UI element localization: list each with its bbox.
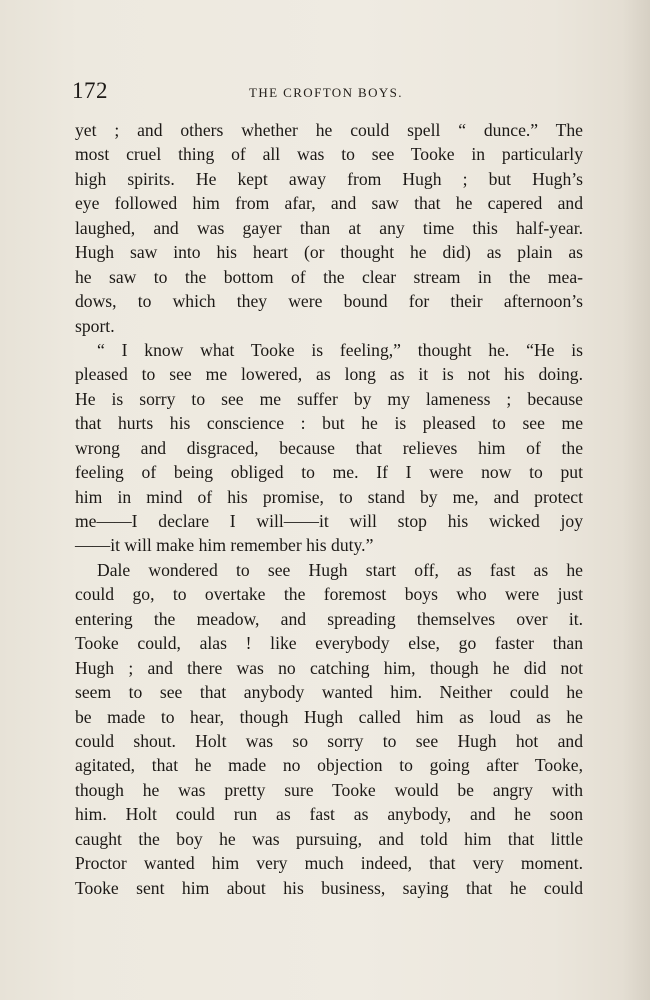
page-number: 172	[72, 78, 108, 103]
paragraph-first-line: Dale wondered to see Hugh start off, as fast as he	[97, 559, 583, 580]
text-line: Tooke could, alas ! like everybody else, go faster than	[75, 633, 583, 654]
text-line: though he was pretty sure Tooke would be angry with	[75, 779, 583, 800]
text-line: could shout. Holt was so sorry to see Hugh hot and	[75, 730, 583, 751]
text-line: wrong and disgraced, because that relieves him of the	[75, 437, 583, 458]
text-line: pleased to see me lowered, as long as it is not his doing.	[75, 364, 583, 385]
body-text	[75, 118, 583, 900]
text-line: Tooke sent him about his business, saying that he could	[75, 877, 583, 898]
text-line: entering the meadow, and spreading themselves over it.	[75, 608, 583, 629]
paragraph-first-line: “ I know what Tooke is feeling,” thought he. “He is	[97, 339, 583, 360]
running-title: THE CROFTON BOYS.	[249, 85, 403, 100]
text-line: be made to hear, though Hugh called him as loud as he	[75, 706, 583, 727]
text-line: feeling of being obliged to me. If I were now to put	[75, 462, 583, 483]
text-line: could go, to overtake the foremost boys who were just	[75, 584, 583, 605]
text-line: ——it will make him remember his duty.”	[75, 535, 374, 556]
text-line: dows, to which they were bound for their afternoon’s	[75, 291, 583, 312]
text-line: Hugh ; and there was no catching him, though he did not	[75, 657, 583, 678]
text-line: yet ; and others whether he could spell “ dunce.” The	[75, 120, 583, 140]
text-line: him in mind of his promise, to stand by me, and protect	[75, 486, 583, 507]
text-line: Hugh saw into his heart (or thought he did) as plain as	[75, 242, 583, 263]
text-line: high spirits. He kept away from Hugh ; but Hugh’s	[75, 168, 583, 189]
text-line: Proctor wanted him very much indeed, that very moment.	[75, 853, 583, 874]
text-line: him. Holt could run as fast as anybody, and he soon	[75, 804, 583, 825]
text-line: he saw to the bottom of the clear stream in the mea-	[75, 266, 583, 287]
text-line: most cruel thing of all was to see Tooke in particularly	[75, 144, 583, 165]
text-line: laughed, and was gayer than at any time this half-year.	[75, 217, 583, 238]
text-line: caught the boy he was pursuing, and told him that little	[75, 828, 583, 849]
text-line: me——I declare I will——it will stop his wicked joy	[75, 511, 583, 531]
text-line: agitated, that he made no objection to going after Tooke,	[75, 755, 583, 776]
text-line: sport.	[75, 315, 115, 336]
text-line: He is sorry to see me suffer by my lameness ; because	[75, 388, 583, 409]
text-line: seem to see that anybody wanted him. Neither could he	[75, 682, 583, 703]
page-header	[72, 78, 580, 108]
text-line: that hurts his conscience : but he is pleased to see me	[75, 413, 583, 434]
text-line: eye followed him from afar, and saw that he capered and	[75, 193, 583, 214]
